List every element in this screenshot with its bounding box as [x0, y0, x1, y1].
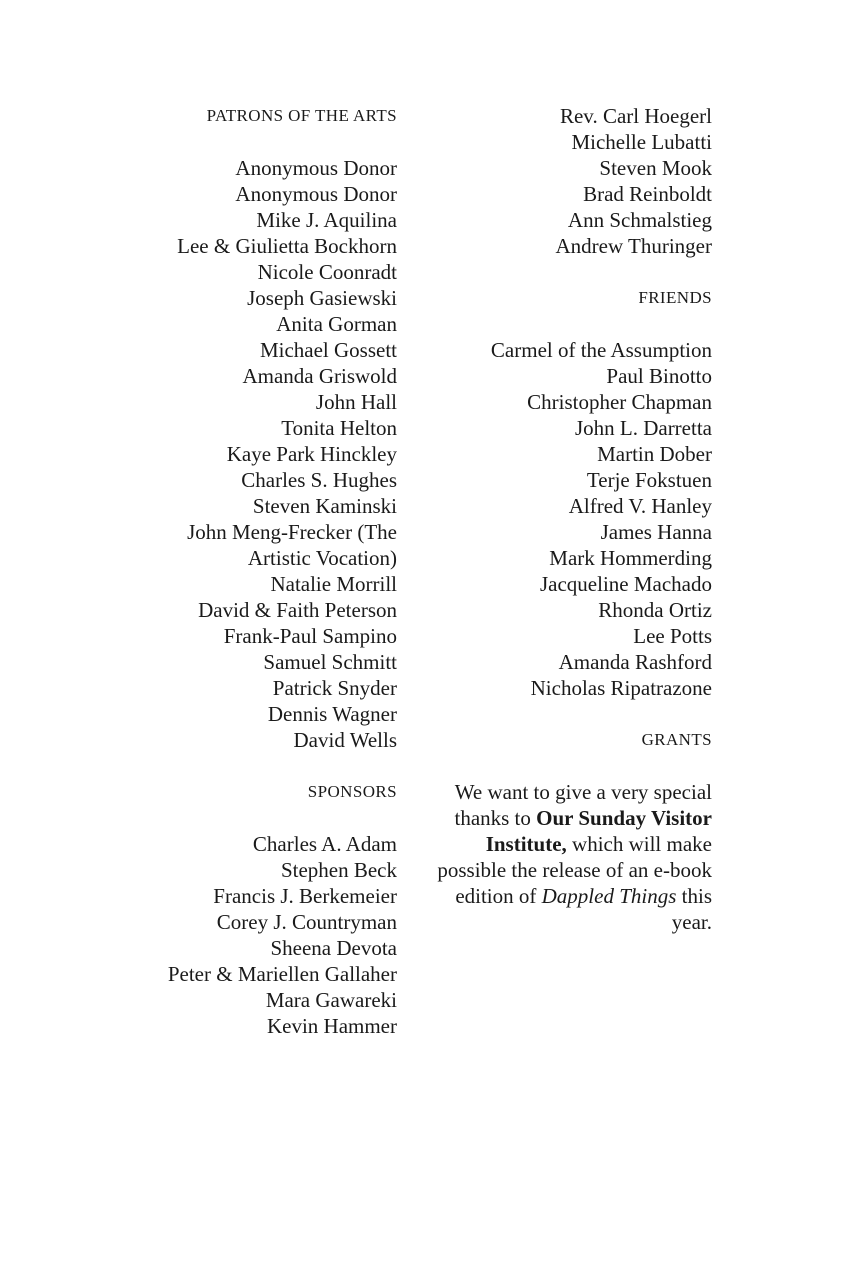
patron-name: Natalie Morrill	[270, 572, 397, 596]
friend-name: Mark Hommerding	[549, 546, 712, 570]
friend-name: James Hanna	[600, 520, 712, 544]
sponsor-name: Rev. Carl Hoegerl	[559, 104, 712, 128]
grants-publication-title: Dappled Things	[541, 884, 677, 908]
patron-name: Anonymous Donor	[235, 182, 397, 206]
patron-name: Samuel Schmitt	[263, 650, 397, 674]
patron-name: Patrick Snyder	[272, 676, 397, 700]
patron-name: Nicole Coonradt	[257, 260, 397, 284]
patron-name: Steven Kaminski	[252, 494, 397, 518]
sponsors-list-left	[120, 831, 397, 1039]
patron-name: John Hall	[315, 390, 397, 414]
patron-name: John Meng-Frecker (The Artistic Vocation)	[187, 520, 397, 570]
sponsor-name: Steven Mook	[599, 156, 712, 180]
patron-name: Tonita Helton	[281, 416, 397, 440]
patrons-heading: PATRONS OF THE ARTS	[206, 106, 397, 125]
patron-name: Frank-Paul Sampino	[223, 624, 397, 648]
friend-name: Rhonda Ortiz	[598, 598, 712, 622]
sponsor-name: Charles A. Adam	[252, 832, 397, 856]
sponsor-name: Sheena Devota	[270, 936, 397, 960]
patron-name: Kaye Park Hinckley	[226, 442, 397, 466]
patron-name: David & Faith Peterson	[198, 598, 397, 622]
patron-name: Michael Gossett	[259, 338, 397, 362]
sponsor-name: Andrew Thuringer	[555, 234, 712, 258]
friend-name: Terje Fokstuen	[586, 468, 712, 492]
sponsor-name: Francis J. Berkemeier	[213, 884, 397, 908]
grants-text-intro: We want to give a very special thanks to	[454, 780, 712, 830]
patron-name: Charles S. Hughes	[241, 468, 397, 492]
patrons-list	[120, 155, 397, 753]
friends-list	[420, 337, 712, 701]
grants-text-end: this year.	[671, 884, 712, 934]
grants-paragraph	[420, 779, 712, 935]
friend-name: Alfred V. Hanley	[568, 494, 712, 518]
patron-name: Anita Gorman	[276, 312, 397, 336]
patron-name: Dennis Wagner	[267, 702, 397, 726]
sponsors-list-right	[420, 103, 712, 259]
friend-name: Amanda Rashford	[558, 650, 712, 674]
friend-name: John L. Darretta	[574, 416, 712, 440]
right-column	[420, 103, 712, 935]
sponsors-heading: SPONSORS	[307, 782, 397, 801]
friend-name: Lee Potts	[633, 624, 712, 648]
patron-name: Joseph Gasiewski	[247, 286, 397, 310]
sponsor-name: Mara Gawareki	[265, 988, 397, 1012]
patron-name: Anonymous Donor	[235, 156, 397, 180]
friend-name: Christopher Chapman	[527, 390, 712, 414]
friend-name: Jacqueline Machado	[539, 572, 712, 596]
friend-name: Paul Binotto	[606, 364, 712, 388]
sponsor-name: Peter & Mariellen Gallaher	[167, 962, 397, 986]
sponsor-name: Brad Reinboldt	[583, 182, 712, 206]
friend-name: Carmel of the Assumption	[490, 338, 712, 362]
sponsor-name: Ann Schmalstieg	[567, 208, 712, 232]
friend-name: Nicholas Ripatrazone	[530, 676, 712, 700]
sponsor-name: Corey J. Countryman	[216, 910, 397, 934]
patron-name: Mike J. Aquilina	[256, 208, 397, 232]
friend-name: Martin Dober	[597, 442, 712, 466]
patron-name: Amanda Griswold	[242, 364, 397, 388]
grants-heading: GRANTS	[641, 730, 712, 749]
friends-heading: FRIENDS	[638, 288, 712, 307]
sponsor-name: Stephen Beck	[280, 858, 397, 882]
left-column	[120, 103, 397, 1039]
sponsor-name: Kevin Hammer	[266, 1014, 397, 1038]
grants-org-name: Our Sunday Visitor Institute,	[485, 806, 712, 856]
grants-text-mid: which will make possible the release of an e-book edition of	[437, 832, 712, 908]
patron-name: David Wells	[293, 728, 397, 752]
patron-name: Lee & Giulietta Bockhorn	[177, 234, 397, 258]
sponsor-name: Michelle Lubatti	[571, 130, 712, 154]
